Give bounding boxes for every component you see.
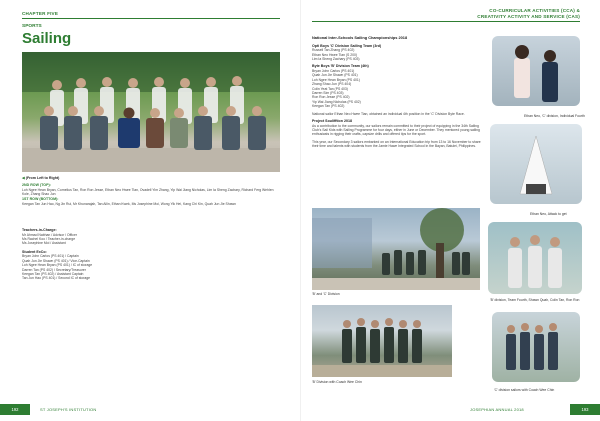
page-number-left: 192 xyxy=(0,404,30,415)
exco-item: Darren Tan (PS 402) / Secretary/Treasurer xyxy=(22,267,86,272)
byte-name: Colin Yeat Tan (PS 403) xyxy=(312,86,348,91)
byte-name: Zhang Shao Jun (PS 404) xyxy=(312,82,352,87)
photo-b-division-coach xyxy=(312,305,452,377)
byte-heading: Byte Boys 'B' Division Team (4th) xyxy=(312,64,369,69)
footer-school: ST JOSEPH'S INSTITUTION xyxy=(40,407,97,412)
puzzle-photo-1 xyxy=(492,36,580,106)
exco-item: Loh Ngee Hean Bryan (PS 401) / IC of storage xyxy=(22,263,93,268)
caption-puzzle4: 'C' division sailors with Coach Wee Chin xyxy=(494,388,555,392)
byte-name: Bryan John Carlos (PS 401) xyxy=(312,69,355,73)
opti-name: Lim Ia Sheng Zachary (PS 403) xyxy=(312,57,360,61)
staff-block xyxy=(22,228,142,281)
byte-name: Keegan Tan (PS 402) xyxy=(312,104,345,109)
teacher-item: Mr Ahmad Nabhan / Advisor / Officer xyxy=(22,232,77,237)
puzzle-photo-4 xyxy=(492,312,580,382)
team-photo xyxy=(22,52,280,172)
byte-name: Yip Wai Jiang Nicholas (PS 402) xyxy=(312,99,361,104)
caption-puzzle3: 'B' division, Team Fourth, Shawn Quah, Colin Tan, Ron Ron xyxy=(490,298,580,302)
right-header-line2: CREATIVITY ACTIVITY AND SERVICE (CAS) xyxy=(477,14,580,19)
byte-name: Ron Ron Jesse (PS 402) xyxy=(312,95,350,100)
puzzle-photo-3 xyxy=(488,222,582,294)
byte-name: Loh Ngee Hean Bryan (PS 401) xyxy=(312,77,360,82)
header-rule xyxy=(22,18,280,19)
project-heading: Project Soulifftion 2018 xyxy=(312,119,352,124)
row-names xyxy=(22,183,280,206)
footer-magazine: JOSEPHIAN ANNUAL 2018 xyxy=(470,407,524,412)
caption-puzzle2: Ethan Neo, Attack to get xyxy=(530,212,567,216)
project-paragraph-1: As a contribution to the community, our sailors remain committed to their project of equipping in the 34th Sailing Club's Sail Kids with Sailing Programme for four days, either in June or December. They mentored young sailing enthusiasts in rigging their crafts, capsize drills and offered tips for the sport. xyxy=(312,123,480,137)
teacher-item: Ms Rachel Koo / Teacher-in-charge xyxy=(22,237,76,241)
opti-heading: Opti Boys 'C' Division Sailing Team (3rd) xyxy=(312,43,382,48)
champ-title: National Inter-Schools Sailing Championships 2018 xyxy=(312,35,408,40)
caption-mid2: 'B' Division with Coach Wee Chin xyxy=(312,380,362,384)
section-label: SPORTS xyxy=(22,24,42,29)
row1-names: Loh Ngee Hean Bryan, Cornelius Tan, Ron Ron Jesse, Ethan Neo Hwee Tian, Ovadell Yim Zhang, Yip Wai Jiang Nicholas, Lim Ia Sheng Zachary, Richard Ferg Wehlen Kole, Zhang Shao Jun xyxy=(22,187,274,196)
exco-item: Keegan Tan (PS 402) / Assistant Captain xyxy=(22,272,84,277)
exco-heading: Student ExCo: xyxy=(22,249,47,254)
page-title: Sailing xyxy=(22,30,72,47)
page-fold xyxy=(300,0,301,421)
championship-block xyxy=(312,36,484,149)
page-number-right: 193 xyxy=(570,404,600,415)
exco-item: Bryan John Carlos (PS 401) / Captain xyxy=(22,254,79,259)
caption-puzzle1: Ethan Neo, 'C' division, Individual Fourth xyxy=(524,114,585,118)
byte-name: Darren Sim (PS 403) xyxy=(312,91,344,96)
exco-item: Quah Jun Jie Shawn (PS 401) / Vice-Captain xyxy=(22,258,90,263)
row2-heading: 1ST ROW (BOTTOM): xyxy=(22,197,59,202)
arrow-left-icon: ◀ xyxy=(22,176,25,180)
caption-direction-text: (From Left to Right) xyxy=(25,176,60,180)
photo-b-c-division xyxy=(312,208,480,290)
national-note: National sailor Ethan Neo Hwee Tian, obtained an individual 4th position in the 'C' Division Byte Race. xyxy=(312,111,465,116)
row2-names: Keegan Tan Jun Hao, Ng Jin Rui, Mr Khunarajah, Tan Ailin, Ethan Kwek, Ms Josephine Moi, Wong Yik Hei, Kang Chi Kin, Quah Jun Jie Shawn xyxy=(22,202,236,206)
chapter-label: CHAPTER FIVE xyxy=(22,11,59,16)
byte-name: Quah Jun Jie Shawn (PS 401) xyxy=(312,73,358,78)
right-header-line1: CO-CURRICULAR ACTIVITIES (CCA) & xyxy=(489,8,580,13)
teachers-heading: Teachers-in-Charge: xyxy=(22,228,57,232)
caption-mid1: 'B' and 'C' Division xyxy=(312,292,340,296)
project-paragraph-2: This year, our Secondary 3 sailors embarked on an International Education trip from 13 to 16 November to share their time and talents with students from the Jamie Hawe Integrated School in the Bayan, Batulei, Philippines. xyxy=(312,139,481,149)
right-header-rule xyxy=(312,21,580,22)
teacher-item: Ms Josephine Moi / Assistant xyxy=(22,241,66,246)
opti-name: Ethan Neo Hwee Tian (S 200) xyxy=(312,52,358,57)
puzzle-photo-2 xyxy=(490,124,582,204)
exco-item: Tan Jun Hao (PS 401) / Second IC of storage xyxy=(22,276,91,281)
caption-direction xyxy=(22,176,59,180)
opti-name: Russell Tan Zhang (PS 402) xyxy=(312,48,355,53)
row1-heading: 2ND ROW (TOP): xyxy=(22,183,51,187)
